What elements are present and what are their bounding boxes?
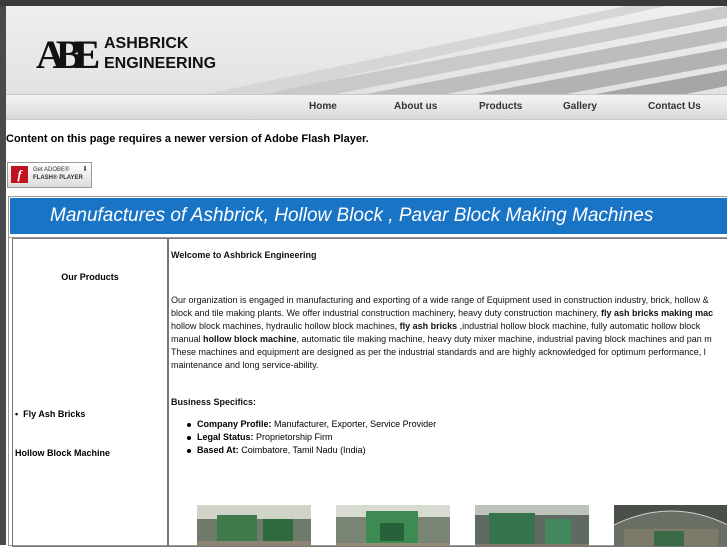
spec-value: Proprietorship Firm (253, 432, 333, 442)
spec-legal-status (187, 432, 333, 442)
main-nav (6, 94, 727, 120)
bullet-icon: • (15, 409, 21, 419)
intro-line-6: maintenance and long service-ability. (171, 360, 319, 370)
sidebar-cell (12, 238, 168, 547)
flash-player-icon: f (11, 166, 28, 183)
intro-line-1: Our organization is engaged in manufacturing and exporting of a wide range of Equipment used in construction industry, brick, hollow & (171, 295, 709, 305)
logo-line-ashbrick: ASHBRICK (104, 35, 189, 52)
intro-text: block and tile making plants. We offer industrial construction machinery, heavy duty construction machinery, (171, 308, 602, 318)
banner-title: Manufactures of Ashbrick, Hollow Block , Pavar Block Making Machines (10, 198, 727, 234)
sidebar-item-fly-ash-bricks[interactable] (15, 409, 85, 419)
machine-photo-4[interactable] (614, 505, 727, 547)
badge-get-adobe: Get ADOBE® (33, 167, 70, 173)
intro-line-4 (171, 333, 712, 346)
spec-company-profile (187, 419, 436, 429)
spec-label: Based At: (197, 445, 239, 455)
machine-photo-3[interactable] (475, 505, 589, 547)
spec-label: Company Profile: (197, 419, 272, 429)
main-content-cell (168, 238, 727, 547)
nav-about-us[interactable]: About us (394, 101, 438, 112)
sidebar-item-label: Fly Ash Bricks (23, 409, 86, 419)
welcome-heading: Welcome to Ashbrick Engineering (171, 250, 317, 260)
nav-home[interactable]: Home (309, 101, 337, 112)
get-flash-player-button[interactable] (7, 162, 92, 188)
download-arrow-icon: ⬇ (82, 166, 88, 173)
sidebar-item-hollow-block-machine[interactable]: Hollow Block Machine (15, 448, 111, 458)
sidebar-heading: Our Products (61, 272, 119, 282)
intro-text: hollow block machines, hydraulic hollow block machines, (171, 321, 400, 331)
machine-photo-1[interactable] (197, 505, 311, 547)
badge-flash-player: FLASH® PLAYER (33, 175, 83, 181)
nav-contact-us[interactable]: Contact Us (648, 101, 701, 112)
intro-text: ,industrial hollow block machine, fully automatic hollow block (457, 321, 701, 331)
intro-line-5: These machines and equipment are designed as per the industrial standards and are highly acknowledged for optimum performance, l (171, 347, 706, 357)
business-specifics-heading: Business Specifics: (171, 397, 257, 407)
logo-text[interactable] (104, 34, 216, 74)
intro-text: , automatic tile making machine, heavy duty mixer machine, industrial paving block machines and pan m (296, 334, 712, 344)
flash-required-message: Content on this page requires a newer version of Adobe Flash Player. (6, 133, 369, 145)
fly-ash-bricks-keyword: fly ash bricks (399, 321, 458, 331)
bullet-icon (187, 436, 191, 440)
nav-gallery[interactable]: Gallery (563, 101, 597, 112)
logo-line-engineering: ENGINEERING (104, 55, 217, 72)
nav-products[interactable]: Products (479, 101, 523, 112)
intro-line-3 (171, 320, 700, 333)
spec-label: Legal Status: (197, 432, 254, 442)
machine-photo-2[interactable] (336, 505, 450, 547)
bullet-icon (187, 423, 191, 427)
spec-value: Coimbatore, Tamil Nadu (India) (238, 445, 366, 455)
spec-value: Manufacturer, Exporter, Service Provider (271, 419, 437, 429)
bullet-icon (187, 449, 191, 453)
logo-mark[interactable]: ABE (36, 32, 92, 77)
intro-text: manual (171, 334, 204, 344)
spec-based-at (187, 445, 366, 455)
fly-ash-bricks-making-link[interactable]: fly ash bricks making mac (601, 308, 714, 318)
site-header (6, 6, 727, 94)
intro-line-2 (171, 307, 713, 320)
hollow-block-machine-keyword: hollow block machine (203, 334, 297, 344)
